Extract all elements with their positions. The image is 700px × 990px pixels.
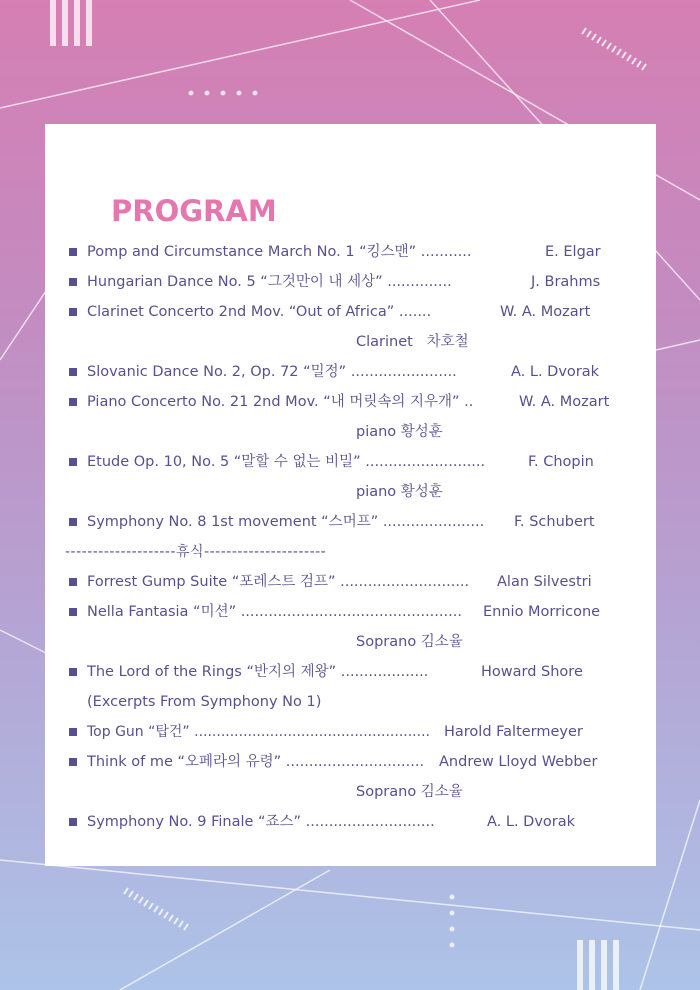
program-item [45, 237, 656, 267]
performer-row [45, 777, 656, 807]
composer-name: Howard Shore [481, 664, 583, 680]
bullet-square-icon [69, 728, 77, 736]
composer-name: F. Chopin [528, 454, 594, 470]
bullet-square-icon [69, 668, 77, 676]
piece-subtitle: (Excerpts From Symphony No 1) [87, 694, 322, 710]
piece-title: Slovanic Dance No. 2, Op. 72 “밀정” ....................... [87, 364, 457, 380]
bullet-square-icon [69, 608, 77, 616]
performer-row [45, 627, 656, 657]
composer-name: Ennio Morricone [483, 604, 601, 620]
program-item [45, 267, 656, 297]
composer-name: W. A. Mozart [500, 304, 591, 320]
piece-title: Top Gun “탑건” ..................................................... [87, 724, 430, 740]
program-title: PROGRAM [111, 194, 277, 228]
bullet-square-icon [69, 368, 77, 376]
bullet-square-icon [69, 578, 77, 586]
program-item [45, 567, 656, 597]
program-item [45, 717, 656, 747]
program-item [45, 807, 656, 837]
piece-title: Forrest Gump Suite “포레스트 검프” ............................ [87, 574, 470, 590]
composer-name: F. Schubert [514, 514, 595, 530]
bullet-square-icon [69, 278, 77, 286]
piece-title: The Lord of the Rings “반지의 제왕” ................... [87, 664, 429, 680]
performer-name: Clarinet 차호철 [356, 334, 469, 350]
piece-title: Pomp and Circumstance March No. 1 “킹스맨” ........... [87, 244, 472, 260]
piece-title: Nella Fantasia “미션” ................................................ [87, 604, 462, 620]
piece-title: Symphony No. 8 1st movement “스머프” ...................... [87, 514, 485, 530]
program-item [45, 447, 656, 477]
bullet-square-icon [69, 398, 77, 406]
intermission-divider [45, 537, 656, 567]
composer-name: E. Elgar [545, 244, 601, 260]
program-item [45, 657, 656, 687]
program-item [45, 357, 656, 387]
composer-name: J. Brahms [531, 274, 601, 290]
piece-title: Hungarian Dance No. 5 “그것만이 내 세상” .............. [87, 274, 452, 290]
bullet-square-icon [69, 458, 77, 466]
piece-title: Piano Concerto No. 21 2nd Mov. “내 머릿속의 지우개” .. [87, 394, 474, 410]
performer-name: Soprano 김소율 [356, 784, 463, 800]
performer-name: piano 황성훈 [356, 484, 443, 500]
program-item [45, 507, 656, 537]
bullet-square-icon [69, 758, 77, 766]
composer-name: A. L. Dvorak [487, 814, 576, 830]
program-item [45, 597, 656, 627]
performer-row [45, 327, 656, 357]
bullet-square-icon [69, 248, 77, 256]
program-item [45, 297, 656, 327]
piece-title: Etude Op. 10, No. 5 “말할 수 없는 비밀” .......................... [87, 454, 486, 470]
composer-name: Harold Faltermeyer [444, 724, 583, 740]
performer-name: piano 황성훈 [356, 424, 443, 440]
intermission-label: --------------------휴식---------------------- [65, 544, 327, 560]
performer-row [45, 417, 656, 447]
program-item [45, 747, 656, 777]
program-item [45, 387, 656, 417]
piece-title: Clarinet Concerto 2nd Mov. “Out of Africa” ....... [87, 304, 432, 320]
bullet-square-icon [69, 818, 77, 826]
composer-name: Andrew Lloyd Webber [439, 754, 598, 770]
composer-name: A. L. Dvorak [511, 364, 600, 380]
performer-row [45, 477, 656, 507]
composer-name: Alan Silvestri [497, 574, 592, 590]
continuation-row [45, 687, 656, 717]
bullet-square-icon [69, 308, 77, 316]
performer-name: Soprano 김소율 [356, 634, 463, 650]
program-list [45, 237, 656, 837]
composer-name: W. A. Mozart [519, 394, 610, 410]
bullet-square-icon [69, 518, 77, 526]
program-card [45, 124, 656, 866]
piece-title: Think of me “오페라의 유령” .............................. [87, 754, 425, 770]
piece-title: Symphony No. 9 Finale “죠스” ............................ [87, 814, 435, 830]
